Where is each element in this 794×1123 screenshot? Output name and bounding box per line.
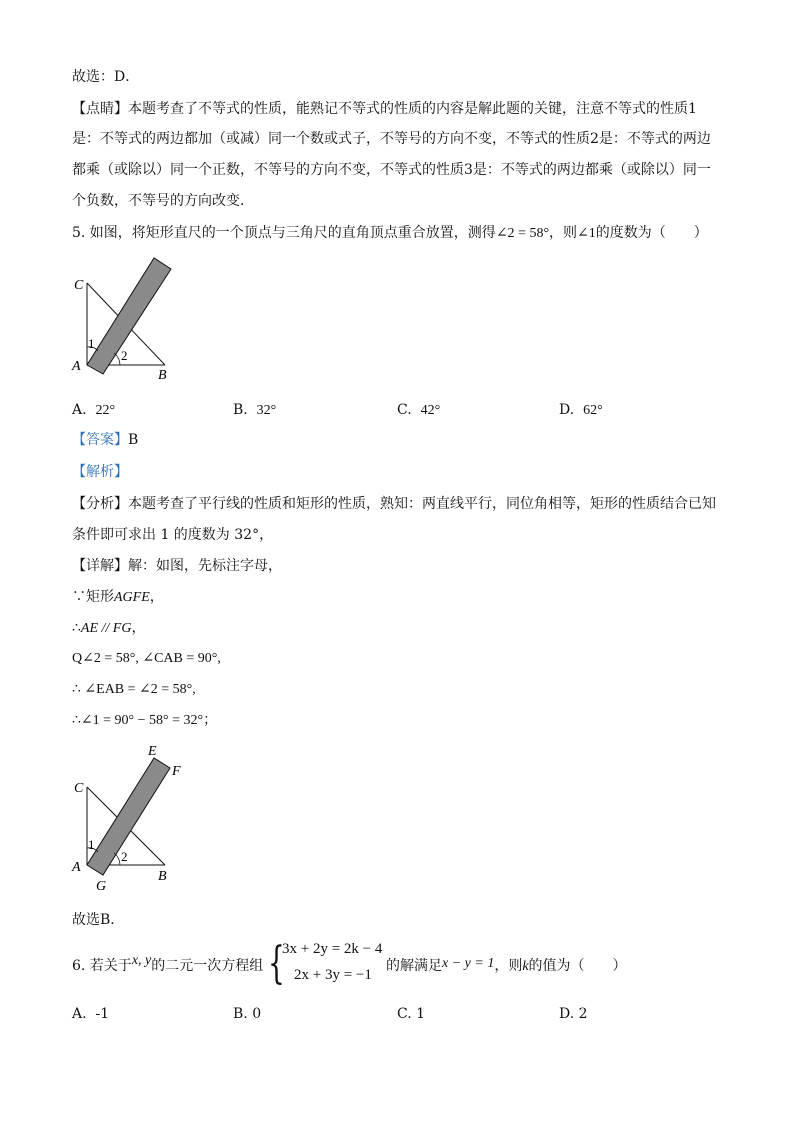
label-b: B — [158, 368, 167, 383]
final-answer-line: 故选B． — [72, 912, 125, 928]
q6-option-b[interactable]: B. 0 — [233, 1006, 262, 1022]
q5-option-a[interactable]: A. 22° — [72, 402, 116, 418]
label-f: F — [172, 764, 181, 779]
label-a: A — [72, 860, 81, 875]
answer-value: B — [128, 432, 139, 448]
equation-brace: { — [268, 938, 285, 989]
q5-option-c[interactable]: C. 42° — [397, 402, 441, 418]
dianjing-line-3: 都乘（或除以）同一个正数，不等号的方向不变，不等式的性质3是：不等式的两边都乘（或除以）同一 — [72, 162, 711, 178]
q6-option-a[interactable]: A. -1 — [72, 1006, 110, 1022]
figure-triangle-ruler-2 — [70, 740, 200, 894]
question-6-tail: 的解满足x − y = 1，则k的值为（ ） — [386, 956, 627, 974]
label-c: C — [74, 781, 84, 796]
fenxi-tag: 【分析】 — [72, 496, 128, 512]
answer-line — [72, 431, 138, 449]
label-angle-1: 1 — [88, 336, 95, 351]
dianjing-line-2: 是：不等式的两边都加（或减）同一个数或式子，不等号的方向不变，不等式的性质2是：不等式的两边 — [72, 131, 711, 147]
q5-option-d[interactable]: D. 62° — [559, 402, 603, 418]
jiexi-line — [72, 463, 128, 481]
label-b: B — [158, 869, 167, 884]
figure-triangle-ruler-1 — [70, 250, 190, 383]
answer-line-q4: 故选：D． — [72, 69, 140, 85]
q5-angle1: ∠1 — [577, 226, 596, 241]
ruler-rectangle — [87, 258, 171, 374]
step-4: ∴ ∠EAB = ∠2 = 58°, — [72, 682, 196, 697]
fenxi-line-2: 条件即可求出 1 的度数为 32°， — [72, 527, 274, 543]
label-angle-2: 2 — [121, 849, 128, 864]
q5-option-b[interactable]: B. 32° — [233, 402, 277, 418]
step-1: ∵矩形AGFE， — [72, 589, 164, 605]
xiangjie-tag: 【详解】 — [72, 558, 128, 574]
step-3: Q∠2 = 58°, ∠CAB = 90°, — [72, 651, 221, 666]
label-e: E — [148, 744, 157, 759]
label-angle-2: 2 — [121, 348, 128, 363]
step-2: ∴AE // FG， — [72, 620, 146, 636]
dianjing-line-1: 【点睛】本题考查了不等式的性质，能熟记不等式的性质的内容是解此题的关键，注意不等式的性质1 — [72, 101, 697, 117]
q6-option-c[interactable]: C. 1 — [397, 1006, 426, 1022]
q6-option-d[interactable]: D. 2 — [559, 1006, 588, 1022]
label-a: A — [72, 359, 81, 374]
q6-equation-2: 2x + 3y = −1 — [294, 967, 372, 983]
label-angle-1: 1 — [88, 837, 95, 852]
label-c: C — [74, 278, 84, 293]
q5-angle2: ∠2 = 58° — [495, 226, 550, 241]
dianjing-line-4: 个负数，不等号的方向改变． — [72, 193, 254, 209]
xiangjie-line: 【详解】解：如图，先标注字母， — [72, 558, 282, 574]
question-5: 5. 如图，将矩形直尺的一个顶点与三角尺的直角顶点重合放置，测得∠2 = 58°，则∠1的度数为（ ） — [72, 225, 708, 241]
dianjing-tag: 【点睛】 — [72, 101, 128, 117]
question-6: 6. 若关于x, y的二元一次方程组 — [72, 953, 264, 974]
answer-tag: 【答案】 — [72, 432, 128, 448]
label-g: G — [96, 879, 107, 894]
step-5: ∴∠1 = 90° − 58° = 32°； — [72, 713, 218, 728]
q6-equation-1: 3x + 2y = 2k − 4 — [282, 941, 383, 957]
fenxi-line-1: 【分析】本题考查了平行线的性质和矩形的性质，熟知：两直线平行，同位角相等，矩形的性质结合已知 — [72, 496, 716, 512]
jiexi-tag: 【解析】 — [72, 464, 128, 480]
